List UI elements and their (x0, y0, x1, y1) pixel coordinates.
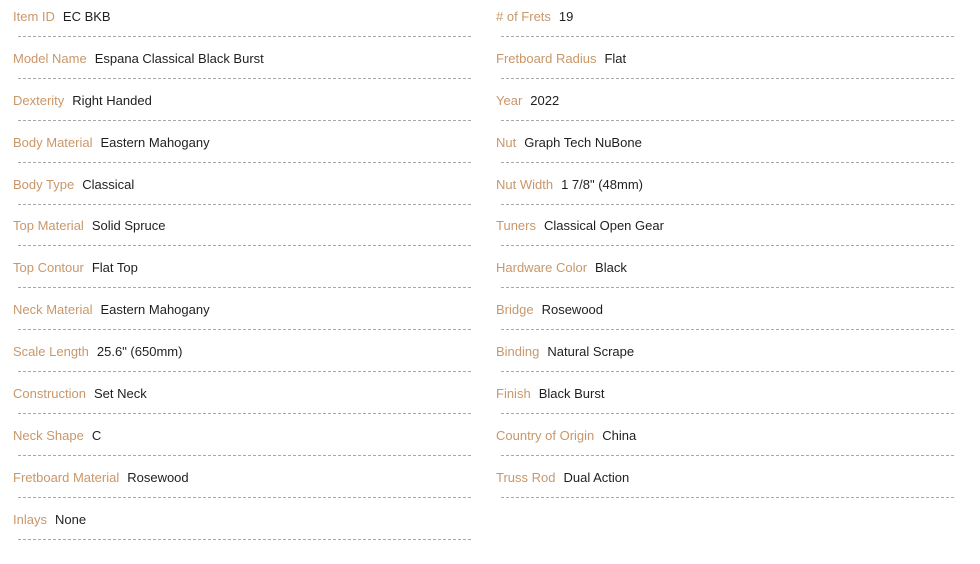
row-divider (501, 78, 954, 79)
spec-label: Binding (496, 344, 540, 360)
spec-value: Right Handed (72, 92, 152, 108)
spec-row (496, 84, 954, 126)
row-divider (501, 329, 954, 330)
spec-label: Hardware Color (496, 260, 588, 276)
row-divider (501, 455, 954, 456)
row-divider (18, 120, 471, 121)
row-divider (18, 36, 471, 37)
row-divider (501, 245, 954, 246)
spec-label: Neck Shape (13, 427, 84, 443)
row-divider (18, 245, 471, 246)
row-divider (501, 204, 954, 205)
row-divider (501, 162, 954, 163)
spec-label: Tuners (496, 218, 536, 234)
spec-row (13, 503, 471, 545)
spec-row (496, 0, 954, 42)
spec-column-right (496, 0, 954, 503)
row-divider (18, 78, 471, 79)
row-divider (18, 329, 471, 330)
spec-row (13, 251, 471, 293)
spec-label: Top Contour (13, 260, 84, 276)
spec-label: Nut Width (496, 176, 554, 192)
row-divider (18, 287, 471, 288)
row-divider (18, 497, 471, 498)
spec-value: 19 (558, 9, 574, 24)
spec-value: 1 7/8" (48mm) (561, 176, 643, 192)
row-divider (18, 455, 471, 456)
spec-label: Nut (496, 134, 517, 150)
spec-row (496, 42, 954, 84)
spec-value: 2022 (530, 92, 560, 108)
spec-value: Espana Classical Black Burst (94, 50, 264, 66)
row-divider (18, 204, 471, 205)
spec-row (496, 377, 954, 419)
spec-value: 25.6" (650mm) (96, 344, 183, 360)
spec-row (13, 419, 471, 461)
spec-value: Eastern Mahogany (100, 134, 210, 150)
row-divider (501, 497, 954, 498)
spec-row (13, 0, 471, 42)
spec-label: Fretboard Material (13, 469, 120, 485)
spec-value: Natural Scrape (547, 344, 635, 360)
spec-label: Body Material (13, 134, 93, 150)
spec-column-left (13, 0, 471, 545)
spec-label: Model Name (13, 50, 87, 66)
spec-row (13, 84, 471, 126)
row-divider (501, 413, 954, 414)
row-divider (501, 287, 954, 288)
spec-value: Flat (604, 50, 627, 66)
spec-label: Top Material (13, 218, 84, 234)
spec-row (496, 419, 954, 461)
spec-row (496, 461, 954, 503)
spec-row (13, 126, 471, 168)
spec-label: Dexterity (13, 92, 65, 108)
spec-label: Inlays (13, 511, 47, 527)
spec-value: Black Burst (538, 386, 605, 402)
row-divider (18, 539, 471, 540)
spec-label: # of Frets (496, 9, 551, 24)
spec-label: Item ID (13, 9, 55, 24)
spec-label: Scale Length (13, 344, 89, 360)
spec-row (13, 209, 471, 251)
spec-value: Set Neck (93, 386, 147, 402)
spec-value: Eastern Mahogany (100, 302, 210, 318)
spec-value: Rosewood (541, 302, 604, 318)
row-divider (501, 36, 954, 37)
spec-value: Graph Tech NuBone (524, 134, 642, 150)
row-divider (18, 371, 471, 372)
spec-label: Bridge (496, 302, 534, 318)
spec-value: None (54, 511, 87, 527)
spec-label: Finish (496, 386, 531, 402)
spec-row (13, 461, 471, 503)
spec-value: China (602, 427, 637, 443)
spec-value: C (91, 427, 102, 443)
spec-row (496, 209, 954, 251)
spec-label: Fretboard Radius (496, 50, 597, 66)
spec-row (496, 293, 954, 335)
spec-value: Rosewood (127, 469, 189, 485)
spec-value: Solid Spruce (91, 218, 166, 234)
row-divider (18, 413, 471, 414)
spec-label: Truss Rod (496, 469, 556, 485)
spec-row (496, 168, 954, 210)
spec-label: Construction (13, 386, 86, 402)
spec-row (496, 335, 954, 377)
spec-value: Classical (82, 176, 135, 192)
row-divider (18, 162, 471, 163)
spec-value: Flat Top (91, 260, 138, 276)
spec-row (13, 335, 471, 377)
spec-value: Classical Open Gear (543, 218, 664, 234)
spec-row (13, 168, 471, 210)
row-divider (501, 120, 954, 121)
spec-label: Year (496, 92, 523, 108)
spec-row (496, 251, 954, 293)
spec-value: EC BKB (62, 9, 111, 24)
spec-label: Country of Origin (496, 427, 595, 443)
spec-label: Neck Material (13, 302, 93, 318)
spec-value: Black (595, 260, 627, 276)
row-divider (501, 371, 954, 372)
spec-row (13, 377, 471, 419)
spec-label: Body Type (13, 176, 75, 192)
spec-row (13, 42, 471, 84)
spec-row (496, 126, 954, 168)
spec-row (13, 293, 471, 335)
spec-value: Dual Action (563, 469, 630, 485)
